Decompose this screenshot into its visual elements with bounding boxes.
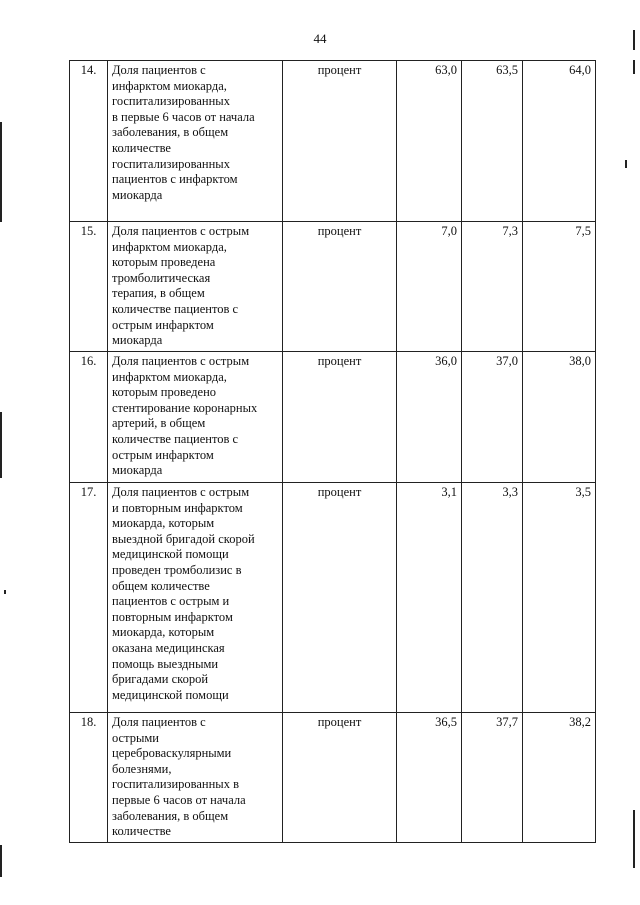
description-line: миокарда xyxy=(112,187,163,202)
description-line: повторным инфарктом xyxy=(112,609,233,624)
indicator-description xyxy=(108,352,283,483)
description-line: инфарктом миокарда, xyxy=(112,78,227,93)
description-line: заболевания, в общем xyxy=(112,808,229,823)
description-line: миокарда xyxy=(112,463,163,478)
description-line: количестве пациентов с xyxy=(112,301,239,316)
description-line: терапия, в общем xyxy=(112,286,205,301)
unit-of-measure: процент xyxy=(283,352,397,483)
unit-of-measure: процент xyxy=(283,483,397,713)
indicator-description xyxy=(108,61,283,222)
description-line: острыми xyxy=(112,730,159,745)
row-number: 16. xyxy=(70,352,108,483)
unit-of-measure: процент xyxy=(283,713,397,843)
description-line: острым инфарктом xyxy=(112,447,214,462)
description-line: Доля пациентов с xyxy=(112,63,206,77)
row-number: 17. xyxy=(70,483,108,713)
indicator-description xyxy=(108,222,283,352)
scan-mark-right-4 xyxy=(633,810,635,868)
description-line: артерий, в общем xyxy=(112,416,206,431)
description-line: в первые 6 часов от начала xyxy=(112,109,255,124)
description-line: стентирование коронарных xyxy=(112,400,258,415)
description-line: количестве xyxy=(112,140,171,155)
description-line: миокарда, которым xyxy=(112,516,215,531)
scan-mark-right-1 xyxy=(633,30,635,50)
description-line: пациентов с острым и xyxy=(112,594,230,609)
description-line: Доля пациентов с xyxy=(112,715,206,729)
description-line: проведен тромболизис в xyxy=(112,562,242,577)
description-line: госпитализированных в xyxy=(112,777,239,792)
value-year-1: 36,0 xyxy=(397,352,462,483)
description-line: первые 6 часов от начала xyxy=(112,792,246,807)
indicators-table-body xyxy=(70,61,596,843)
table-row xyxy=(70,61,596,222)
description-line: миокарда, которым xyxy=(112,625,215,640)
scan-mark-right-3 xyxy=(625,160,627,168)
value-year-3: 38,2 xyxy=(523,713,596,843)
unit-of-measure: процент xyxy=(283,61,397,222)
table-row xyxy=(70,713,596,843)
description-line: тромболитическая xyxy=(112,270,211,285)
table-row xyxy=(70,222,596,352)
value-year-3: 38,0 xyxy=(523,352,596,483)
description-line: пациентов с инфарктом xyxy=(112,172,238,187)
description-line: медицинской помощи xyxy=(112,687,229,702)
indicator-description xyxy=(108,483,283,713)
description-line: миокарда xyxy=(112,333,163,348)
table-row xyxy=(70,483,596,713)
description-line: и повторным инфарктом xyxy=(112,500,243,515)
description-line: помощь выездными xyxy=(112,656,219,671)
description-line: острым инфарктом xyxy=(112,317,214,332)
description-line: количестве xyxy=(112,824,171,839)
description-line: инфарктом миокарда, xyxy=(112,369,227,384)
row-number: 14. xyxy=(70,61,108,222)
value-year-3: 3,5 xyxy=(523,483,596,713)
description-line: инфарктом миокарда, xyxy=(112,239,227,254)
description-line: медицинской помощи xyxy=(112,547,229,562)
table-row xyxy=(70,352,596,483)
value-year-1: 7,0 xyxy=(397,222,462,352)
indicator-description xyxy=(108,713,283,843)
value-year-2: 3,3 xyxy=(462,483,523,713)
description-line: общем количестве xyxy=(112,578,210,593)
value-year-1: 36,5 xyxy=(397,713,462,843)
scan-mark-right-2 xyxy=(633,60,635,74)
row-number: 18. xyxy=(70,713,108,843)
description-line: болезнями, xyxy=(112,761,172,776)
value-year-2: 63,5 xyxy=(462,61,523,222)
value-year-3: 64,0 xyxy=(523,61,596,222)
description-line: которым проведена xyxy=(112,255,216,270)
value-year-1: 3,1 xyxy=(397,483,462,713)
description-line: заболевания, в общем xyxy=(112,125,229,140)
value-year-3: 7,5 xyxy=(523,222,596,352)
description-line: Доля пациентов с острым xyxy=(112,354,250,368)
scan-mark-left-3 xyxy=(0,845,2,877)
scan-mark-left-1 xyxy=(0,122,2,222)
indicators-table xyxy=(69,60,596,843)
description-line: выездной бригадой скорой xyxy=(112,531,255,546)
value-year-2: 37,0 xyxy=(462,352,523,483)
value-year-2: 37,7 xyxy=(462,713,523,843)
description-line: бригадами скорой xyxy=(112,672,209,687)
description-line: оказана медицинская xyxy=(112,640,225,655)
description-line: количестве пациентов с xyxy=(112,431,239,446)
value-year-1: 63,0 xyxy=(397,61,462,222)
scan-mark-left-2 xyxy=(0,412,2,478)
value-year-2: 7,3 xyxy=(462,222,523,352)
description-line: которым проведено xyxy=(112,385,217,400)
page-number: 44 xyxy=(313,31,327,46)
scan-mark-left-4 xyxy=(4,590,6,594)
description-line: цереброваскулярными xyxy=(112,746,232,761)
row-number: 15. xyxy=(70,222,108,352)
unit-of-measure: процент xyxy=(283,222,397,352)
description-line: госпитализированных xyxy=(112,156,230,171)
description-line: Доля пациентов с острым xyxy=(112,224,250,238)
description-line: госпитализированных xyxy=(112,94,230,109)
description-line: Доля пациентов с острым xyxy=(112,485,250,499)
